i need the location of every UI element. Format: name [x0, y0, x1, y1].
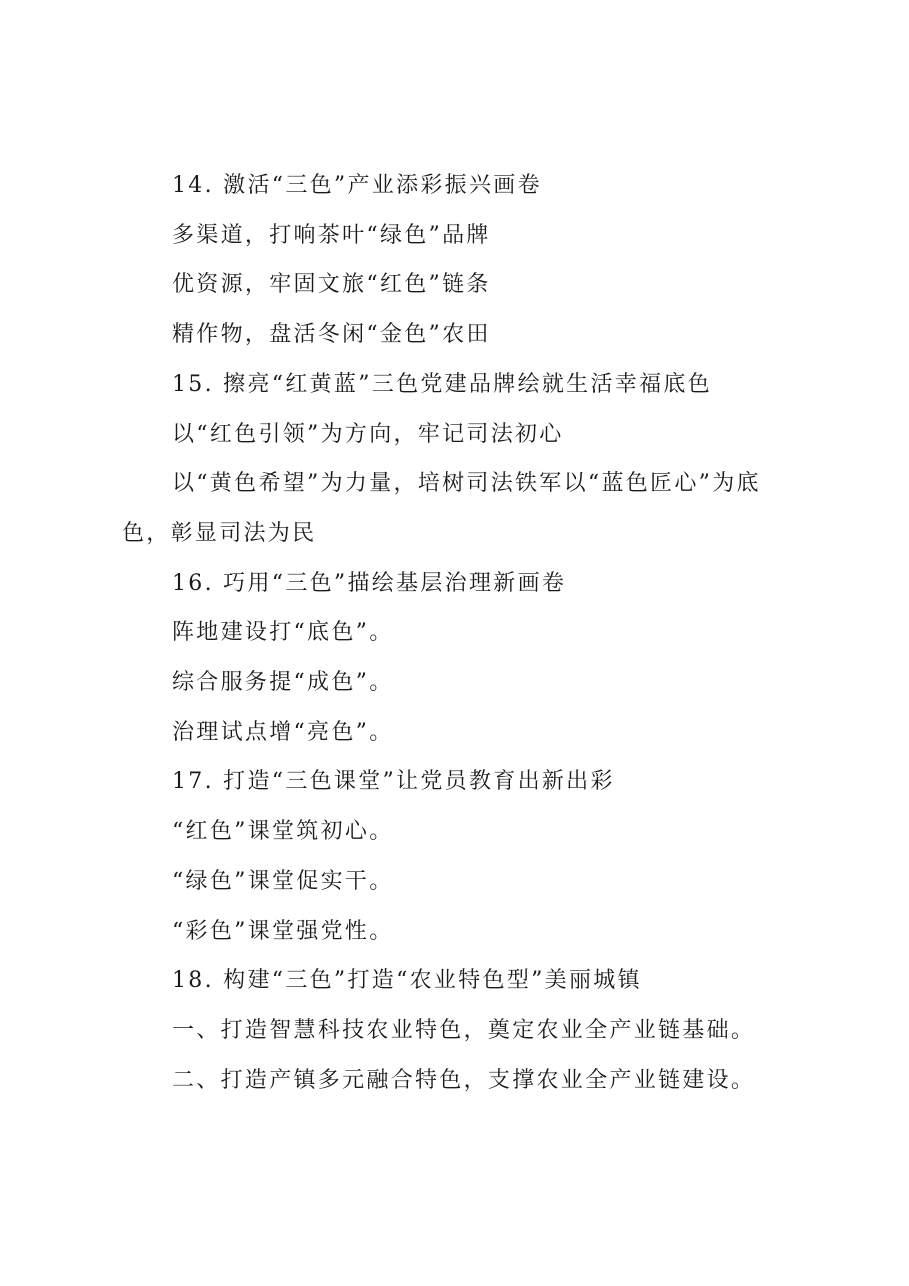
heading-16: 16. 巧用“三色”描绘基层治理新画卷	[172, 570, 567, 596]
paragraph-line: 二、打造产镇多元融合特色，支撑农业全产业链建设。	[172, 1067, 756, 1093]
paragraph-line: 以“红色引领”为方向，牢记司法初心	[172, 421, 564, 447]
heading-15: 15. 擦亮“红黄蓝”三色党建品牌绘就生活幸福底色	[172, 371, 712, 397]
paragraph-line: “绿色”课堂促实干。	[172, 868, 394, 894]
document-body	[122, 161, 802, 1105]
paragraph-line: 阵地建设打“底色”。	[172, 620, 394, 646]
paragraph-wrapped: 以“黄色希望”为力量，培树司法铁军以“蓝色匠心”为底色，彰显司法为民	[122, 471, 761, 546]
heading-18: 18. 构建“三色”打造“农业特色型”美丽城镇	[172, 968, 642, 994]
paragraph-line: “彩色”课堂强党性。	[172, 918, 394, 944]
paragraph-line: 多渠道，打响茶叶“绿色”品牌	[172, 222, 491, 248]
heading-14: 14. 激活“三色”产业添彩振兴画卷	[172, 173, 542, 198]
paragraph-line: 综合服务提“成色”。	[172, 670, 394, 696]
heading-17: 17. 打造“三色课堂”让党员教育出新出彩	[172, 769, 615, 795]
paragraph-line: 精作物，盘活冬闲“金色”农田	[172, 322, 491, 348]
paragraph-line: 一、打造智慧科技农业特色，奠定农业全产业链基础。	[172, 1017, 756, 1043]
paragraph-line: “红色”课堂筑初心。	[172, 819, 394, 845]
paragraph-line: 治理试点增“亮色”。	[172, 719, 394, 745]
paragraph-line: 优资源，牢固文旅“红色”链条	[172, 272, 491, 298]
